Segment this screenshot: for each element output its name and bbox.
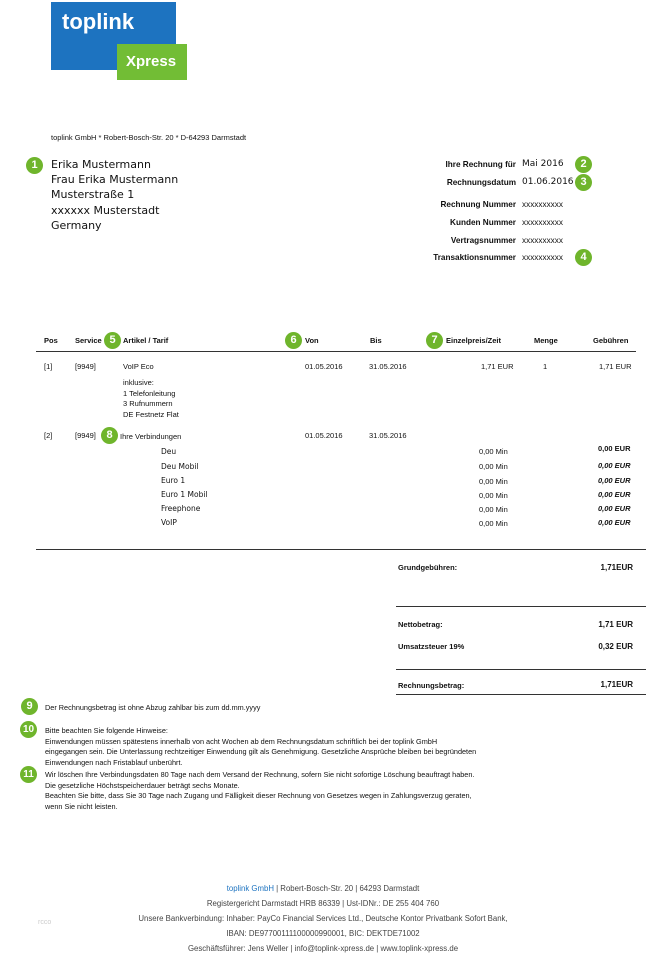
- column-header-menge: Menge: [534, 336, 558, 345]
- summary-rule: [396, 694, 646, 695]
- row1-service: [9949]: [75, 362, 96, 371]
- row1-gebuehren: 1,71 EUR: [599, 362, 632, 371]
- row1-bis: 31.05.2016: [369, 362, 407, 371]
- sub-row-zeit: 0,00 Min: [479, 505, 508, 514]
- marker-badge: 3: [575, 174, 592, 191]
- row1-artikel: VoIP Eco: [123, 362, 154, 371]
- marker-badge: 2: [575, 156, 592, 173]
- logo-subtext: Xpress: [126, 53, 177, 70]
- info-value-vertragsnummer: xxxxxxxxxx: [522, 236, 563, 245]
- marker-badge: 1: [26, 157, 43, 174]
- row2-service: [9949]: [75, 431, 96, 440]
- watermark: rcco: [38, 919, 52, 926]
- hinweise-block: [45, 726, 476, 768]
- marker-badge: 6: [285, 332, 302, 349]
- sub-row-gebuehr: 0,00 EUR: [598, 490, 631, 499]
- grundgebuehren-label: Grundgebühren:: [398, 563, 458, 572]
- footer-line-bank: Unsere Bankverbindung: Inhaber: PayCo Financial Services Ltd., Deutsche Kontor Privatbank Sofort Bank,: [138, 914, 508, 923]
- row1-detail-line: 3 Rufnummern: [123, 399, 173, 408]
- footer-brand: toplink GmbH: [226, 884, 274, 893]
- info-value-transaktionsnummer: xxxxxxxxxx: [522, 253, 563, 262]
- row2-artikel: Ihre Verbindungen: [120, 432, 182, 441]
- sub-row-name: Freephone: [161, 504, 201, 513]
- footer-line-management: Geschäftsführer: Jens Weller | info@toplink-xpress.de | www.toplink-xpress.de: [187, 944, 459, 953]
- loeschung-line: Die gesetzliche Höchstspeicherdauer beträgt sechs Monate.: [45, 780, 240, 790]
- table-end-rule: [36, 549, 646, 550]
- row1-von: 01.05.2016: [305, 362, 343, 371]
- nettobetrag-label: Nettobetrag:: [398, 620, 443, 629]
- address-line: Erika Mustermann: [51, 158, 151, 171]
- summary-rule: [396, 606, 646, 607]
- sub-row-gebuehr: 0,00 EUR: [598, 504, 631, 513]
- sub-row-gebuehr: 0,00 EUR: [598, 461, 631, 470]
- info-label-rechnungsnummer: Rechnung Nummer: [440, 200, 516, 209]
- column-header-artikel: Artikel / Tarif: [123, 336, 169, 345]
- address-line: Germany: [51, 218, 102, 232]
- sub-row-name: Deu: [161, 447, 177, 456]
- info-value-rechnungsdatum: 01.06.2016: [522, 177, 574, 187]
- sub-row-zeit: 0,00 Min: [479, 519, 508, 528]
- sub-row-gebuehr: 0,00 EUR: [598, 476, 631, 485]
- summary-rule: [396, 669, 646, 670]
- loeschung-line: Wir löschen Ihre Verbindungsdaten 80 Tage nach dem Versand der Rechnung, sofern Sie nicht sofortige Löschung beauftragt haben.: [45, 770, 475, 779]
- row1-detail-line: 1 Telefonleitung: [123, 388, 176, 398]
- payment-note: Der Rechnungsbetrag ist ohne Abzug zahlbar bis zum dd.mm.yyyy: [45, 703, 261, 712]
- hinweise-line: Bitte beachten Sie folgende Hinweise:: [45, 726, 168, 735]
- footer-line-iban: IBAN: DE97700111100000990001, BIC: DEKTDE71002: [226, 929, 420, 938]
- sub-row-zeit: 0,00 Min: [479, 447, 508, 456]
- row1-detail-line: DE Festnetz Flat: [123, 409, 179, 419]
- sender-line: toplink GmbH * Robert-Bosch-Str. 20 * D-64293 Darmstadt: [51, 133, 247, 142]
- hinweise-line: Einwendungen müssen spätestens innerhalb von acht Wochen ab dem Rechnungsdatum schriftlich bei der toplink GmbH: [45, 736, 438, 746]
- row1-einzelpreis: 1,71 EUR: [481, 362, 514, 371]
- rechnungsbetrag-value: 1,71EUR: [600, 680, 633, 689]
- rechnungsbetrag-label: Rechnungsbetrag:: [398, 681, 465, 690]
- logo-text: toplink: [62, 9, 135, 34]
- umsatzsteuer-label: Umsatzsteuer 19%: [398, 642, 465, 651]
- recipient-address: [51, 157, 178, 233]
- address-line: Frau Erika Mustermann: [51, 173, 179, 187]
- hinweise-line: Einwendungen nach Fristablauf unberührt.: [45, 757, 183, 767]
- info-label-rechnung-fuer: Ihre Rechnung für: [445, 160, 516, 169]
- sub-row-zeit: 0,00 Min: [479, 462, 508, 471]
- marker-badge: 4: [575, 249, 592, 266]
- row1-detail-line: inklusive:: [123, 378, 154, 387]
- sub-row-gebuehr: 0,00 EUR: [598, 518, 631, 527]
- column-header-bis: Bis: [370, 336, 382, 345]
- sub-row-name: Euro 1: [161, 476, 186, 485]
- loeschung-line: wenn Sie nicht leisten.: [45, 801, 118, 811]
- row2-von: 01.05.2016: [305, 431, 343, 440]
- info-value-kundennummer: xxxxxxxxxx: [522, 218, 563, 227]
- marker-badge: 10: [20, 721, 37, 738]
- marker-badge: 11: [20, 766, 37, 783]
- footer-line-register: Registergericht Darmstadt HRB 86339 | Ust-IDNr.: DE 255 404 760: [206, 899, 440, 908]
- column-header-pos: Pos: [44, 336, 58, 345]
- row2-bis: 31.05.2016: [369, 431, 407, 440]
- header-rule: [36, 351, 636, 352]
- column-header-einzelpreis: Einzelpreis/Zeit: [446, 336, 502, 345]
- sub-row-name: VoIP: [161, 518, 177, 527]
- address-line: Musterstraße 1: [51, 188, 135, 202]
- footer-address: | Robert-Bosch-Str. 20 | 64293 Darmstadt: [273, 884, 420, 893]
- sub-row-gebuehr: 0,00 EUR: [598, 444, 631, 453]
- address-line: xxxxxx Musterstadt: [51, 203, 160, 217]
- row2-pos: [2]: [44, 431, 53, 440]
- marker-badge: 5: [104, 332, 121, 349]
- marker-badge: 7: [426, 332, 443, 349]
- row1-pos: [1]: [44, 362, 53, 371]
- info-label-kundennummer: Kunden Nummer: [450, 218, 516, 227]
- loeschung-line: Beachten Sie bitte, dass Sie 30 Tage nach Zugang und Fälligkeit dieser Rechnung von Gesetzes wegen in Zahlungsverzug geraten,: [45, 791, 472, 800]
- row1-details: [123, 378, 179, 420]
- info-value-rechnungsnummer: xxxxxxxxxx: [522, 200, 563, 209]
- info-value-rechnung-fuer: Mai 2016: [522, 159, 564, 169]
- sub-row-zeit: 0,00 Min: [479, 477, 508, 486]
- marker-badge: 8: [101, 427, 118, 444]
- umsatzsteuer-value: 0,32 EUR: [598, 642, 633, 651]
- info-label-vertragsnummer: Vertragsnummer: [450, 236, 516, 245]
- sub-row-name: Deu Mobil: [161, 462, 199, 471]
- grundgebuehren-value: 1,71EUR: [600, 563, 633, 572]
- column-header-gebuehren: Gebühren: [593, 336, 629, 345]
- hinweise-line: eingegangen sein. Die Unterlassung rechtzeitiger Einwendung gilt als Genehmigung. Gesetzliche Ansprüche bleiben bei begründeten: [45, 747, 477, 756]
- nettobetrag-value: 1,71 EUR: [598, 620, 633, 629]
- column-header-von: Von: [305, 336, 319, 345]
- column-header-service: Service: [75, 336, 102, 345]
- info-label-rechnungsdatum: Rechnungsdatum: [446, 178, 516, 187]
- loeschung-block: [45, 770, 474, 812]
- row1-menge: 1: [543, 362, 548, 371]
- sub-row-name: Euro 1 Mobil: [161, 490, 208, 499]
- info-label-transaktionsnummer: Transaktionsnummer: [433, 253, 516, 262]
- marker-badge: 9: [21, 698, 38, 715]
- sub-row-zeit: 0,00 Min: [479, 491, 508, 500]
- footer-line-company: [0, 884, 646, 893]
